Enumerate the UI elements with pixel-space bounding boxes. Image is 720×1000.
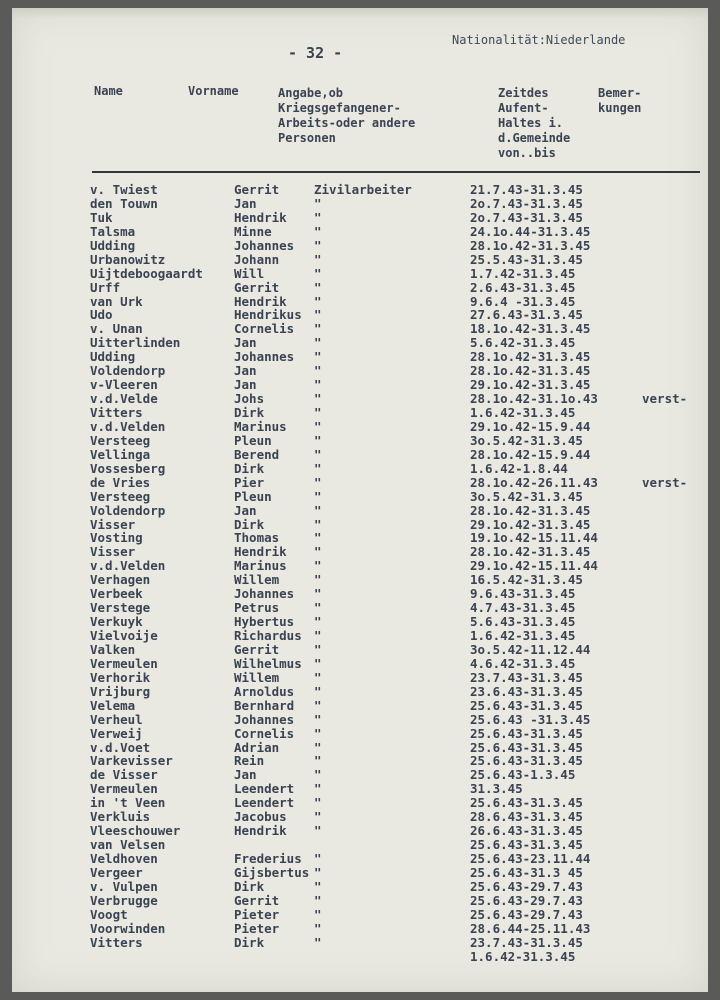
row-vorname: Jan [234,767,257,783]
table-row [12,322,708,336]
table-row [12,545,708,559]
row-angabe: " [314,418,322,434]
row-angabe: " [314,474,322,490]
row-zeitdauer: 25.6.43-31.3.45 [470,697,583,713]
table-row [12,531,708,545]
row-name: Vitters [90,934,143,950]
table-row [12,420,708,434]
row-zeitdauer: 29.1o.42-15.11.44 [470,558,598,574]
row-vorname: Hybertus [234,614,295,630]
row-name: Voldendorp [90,502,166,518]
row-angabe: " [314,460,322,476]
table-row [12,741,708,755]
row-angabe: " [314,195,322,211]
row-angabe: " [314,251,322,267]
row-name: Vergeer [90,864,143,880]
table-row [12,880,708,894]
row-vorname: Dirk [234,516,265,532]
table-row [12,281,708,295]
row-name: Voorwinden [90,920,166,936]
row-name: v.d.Voet [90,739,151,755]
row-name: Talsma [90,223,136,239]
row-angabe: " [314,864,322,880]
row-name: Varkevisser [90,753,173,769]
row-angabe: " [314,265,322,281]
row-vorname: Jan [234,335,257,351]
row-zeitdauer: 29.1o.42-31.3.45 [470,377,591,393]
row-vorname: Jacobus [234,809,287,825]
row-name: v. Vulpen [90,878,158,894]
row-zeitdauer: 2o.7.43-31.3.45 [470,195,583,211]
row-name: Urff [90,279,121,295]
table-row [12,727,708,741]
row-vorname: Johannes [234,237,295,253]
row-zeitdauer: 5.6.43-31.3.45 [470,614,576,630]
row-name: v.d.Velde [90,391,158,407]
table-row [12,894,708,908]
table-row [12,350,708,364]
row-angabe: " [314,391,322,407]
table-row [12,601,708,615]
row-vorname: Adrian [234,739,280,755]
row-name: in 't Veen [90,795,166,811]
table-row [12,211,708,225]
row-vorname: Hendrikus [234,307,302,323]
row-vorname: Jan [234,502,257,518]
row-vorname: Pieter [234,906,280,922]
row-name: Uijtdeboogaardt [90,265,203,281]
table-row [12,518,708,532]
row-zeitdauer: 28.1o.42-31.1o.43 [470,391,598,407]
row-angabe: " [314,349,322,365]
row-vorname: Cornelis [234,321,295,337]
row-vorname: Will [234,265,265,281]
row-name: Visser [90,544,136,560]
table-row [12,364,708,378]
row-zeitdauer: 4.7.43-31.3.45 [470,600,576,616]
row-name: Verkluis [90,809,151,825]
row-angabe: " [314,920,322,936]
row-zeitdauer: 28.1o.42-31.3.45 [470,349,591,365]
row-zeitdauer: 9.6.4 -31.3.45 [470,293,576,309]
row-angabe: " [314,906,322,922]
row-vorname: Pieter [234,920,280,936]
table-row [12,225,708,239]
table-row [12,406,708,420]
row-zeitdauer: 25.6.43-31.3.45 [470,753,583,769]
row-zeitdauer: 25.6.43-29.7.43 [470,906,583,922]
row-vorname: Petrus [234,600,280,616]
row-name: den Touwn [90,195,158,211]
row-vorname: Hendrik [234,293,287,309]
row-angabe: " [314,823,322,839]
row-angabe: " [314,725,322,741]
row-angabe: " [314,279,322,295]
row-angabe: " [314,405,322,420]
row-vorname: Gerrit [234,641,280,657]
row-vorname: Pleun [234,432,272,448]
row-zeitdauer: 1.6.42-1.8.44 [470,460,568,476]
row-zeitdauer: 28.6.43-31.3.45 [470,809,583,825]
row-angabe: " [314,809,322,825]
row-angabe: " [314,363,322,379]
row-zeitdauer: 1.6.42-31.3.45 [470,948,576,964]
row-zeitdauer: 25.6.43-1.3.45 [470,767,576,783]
row-zeitdauer: 28.1o.42-31.3.45 [470,544,591,560]
table-row [12,768,708,782]
row-vorname: Gijsbertus [234,864,310,880]
table-row [12,643,708,657]
table-row [12,559,708,573]
row-zeitdauer: 31.3.45 [470,781,523,797]
row-vorname: Jan [234,195,257,211]
row-zeitdauer: 3o.5.42-31.3.45 [470,432,583,448]
table-row [12,908,708,922]
row-name: van Velsen [90,837,166,853]
row-vorname: Pier [234,474,265,490]
table-row [12,671,708,685]
row-vorname: Willem [234,669,280,685]
row-angabe: " [314,502,322,518]
row-zeitdauer: 1.7.42-31.3.45 [470,265,576,281]
row-vorname: Leendert [234,795,295,811]
row-vorname: Johs [234,391,265,407]
row-name: Vleeschouwer [90,823,181,839]
row-vorname: Frederius [234,851,302,866]
row-angabe: " [314,293,322,309]
table-row [12,866,708,880]
document-page [12,8,708,992]
row-vorname: Willem [234,572,280,588]
row-zeitdauer: 25.6.43-31.3.45 [470,795,583,811]
row-angabe: " [314,683,322,699]
row-name: v.d.Velden [90,418,166,434]
row-vorname: Gerrit [234,279,280,295]
row-zeitdauer: 23.7.43-31.3.45 [470,669,583,685]
row-name: Verhagen [90,572,151,588]
table-row [12,573,708,587]
row-zeitdauer: 25.6.43-31.3 45 [470,864,583,880]
row-angabe: " [314,321,322,337]
row-angabe: " [314,878,322,894]
row-angabe: " [314,739,322,755]
table-row [12,936,708,950]
row-zeitdauer: 21.7.43-31.3.45 [470,182,583,197]
row-name: Versteeg [90,432,151,448]
row-angabe: " [314,516,322,532]
row-name: v-Vleeren [90,377,158,393]
row-angabe: " [314,669,322,685]
row-angabe: " [314,641,322,657]
row-name: Udding [90,237,136,253]
row-angabe: " [314,237,322,253]
row-vorname: Hendrik [234,544,287,560]
row-zeitdauer: 3o.5.42-11.12.44 [470,641,591,657]
row-zeitdauer: 1.6.42-31.3.45 [470,405,576,420]
row-zeitdauer: 28.1o.42-15.9.44 [470,446,591,462]
row-vorname: Bernhard [234,697,295,713]
row-vorname: Minne [234,223,272,239]
table-row [12,253,708,267]
row-zeitdauer: 9.6.43-31.3.45 [470,586,576,602]
row-vorname: Jan [234,363,257,379]
row-name: Verkuyk [90,614,143,630]
table-row [12,950,708,964]
table-row [12,308,708,322]
row-zeitdauer: 23.6.43-31.3.45 [470,683,583,699]
table-row [12,490,708,504]
row-angabe: " [314,572,322,588]
header-angabe: Angabe,ob Kriegsgefangener- Arbeits-oder andere Personen [278,86,416,145]
row-name: de Visser [90,767,158,783]
row-vorname: Dirk [234,934,265,950]
row-zeitdauer: 25.5.43-31.3.45 [470,251,583,267]
row-zeitdauer: 29.1o.42-15.9.44 [470,418,591,434]
row-angabe: " [314,851,322,866]
row-angabe: " [314,655,322,671]
row-name: v.d.Velden [90,558,166,574]
header-bemerkungen: Bemer- kungen [598,86,642,115]
table-row [12,434,708,448]
row-name: v. Unan [90,321,143,337]
row-angabe: " [314,335,322,351]
row-zeitdauer: 25.6.43-29.7.43 [470,878,583,894]
row-vorname: Arnoldus [234,683,295,699]
row-angabe: Zivilarbeiter [314,182,412,197]
row-angabe: " [314,432,322,448]
row-name: Vosting [90,530,143,546]
row-vorname: Richardus [234,628,302,643]
row-name: Tuk [90,209,113,225]
table-row [12,448,708,462]
row-name: Velema [90,697,136,713]
row-vorname: Dirk [234,460,265,476]
row-zeitdauer: 25.6.43-31.3.45 [470,739,583,755]
table-row [12,197,708,211]
row-name: Urbanowitz [90,251,166,267]
row-vorname: Pleun [234,488,272,504]
row-vorname: Johannes [234,349,295,365]
row-vorname: Dirk [234,878,265,894]
row-vorname: Marinus [234,558,287,574]
row-zeitdauer: 2.6.43-31.3.45 [470,279,576,295]
row-zeitdauer: 27.6.43-31.3.45 [470,307,583,323]
row-name: de Vries [90,474,151,490]
row-name: Vrijburg [90,683,151,699]
row-vorname: Gerrit [234,182,280,197]
row-name: Vermeulen [90,655,158,671]
table-row [12,796,708,810]
row-name: Verheul [90,711,143,727]
row-vorname: Johannes [234,586,295,602]
table-row [12,810,708,824]
row-name: Verweij [90,725,143,741]
row-name: Verstege [90,600,151,616]
row-zeitdauer: 2o.7.43-31.3.45 [470,209,583,225]
row-angabe: " [314,488,322,504]
row-zeitdauer: 23.7.43-31.3.45 [470,934,583,950]
row-name: Udo [90,307,113,323]
row-name: Verbrugge [90,892,158,908]
table-row [12,615,708,629]
table-row [12,699,708,713]
row-zeitdauer: 25.6.43-29.7.43 [470,892,583,908]
table-row [12,336,708,350]
row-angabe: " [314,307,322,323]
table-row [12,922,708,936]
row-name: Valken [90,641,136,657]
table-row [12,713,708,727]
table-row [12,267,708,281]
table-row [12,587,708,601]
row-zeitdauer: 24.1o.44-31.3.45 [470,223,591,239]
row-zeitdauer: 3o.5.42-31.3.45 [470,488,583,504]
row-name: v. Twiest [90,182,158,197]
row-angabe: " [314,753,322,769]
row-name: Voogt [90,906,128,922]
row-zeitdauer: 25.6.43-31.3.45 [470,725,583,741]
row-angabe: " [314,223,322,239]
header-zeitdauer: Zeitdes Aufent- Haltes i. d.Gemeinde von..bis [498,86,571,160]
row-vorname: Marinus [234,418,287,434]
table-row [12,476,708,490]
row-angabe: " [314,377,322,393]
row-angabe: " [314,892,322,908]
row-zeitdauer: 26.6.43-31.3.45 [470,823,583,839]
row-angabe: " [314,209,322,225]
row-name: Vitters [90,405,143,420]
table-row [12,378,708,392]
table-row [12,657,708,671]
row-vorname: Rein [234,753,265,769]
row-name: Vermeulen [90,781,158,797]
row-zeitdauer: 25.6.43 -31.3.45 [470,711,591,727]
table-row [12,782,708,796]
header-name: Name [94,84,123,98]
row-zeitdauer: 5.6.42-31.3.45 [470,335,576,351]
nationality-label: Nationalität:Niederlande [452,33,626,47]
row-angabe: " [314,614,322,630]
row-vorname: Cornelis [234,725,295,741]
table-row [12,239,708,253]
row-name: Versteeg [90,488,151,504]
row-vorname: Gerrit [234,892,280,908]
row-zeitdauer: 1.6.42-31.3.45 [470,628,576,643]
row-vorname: Johannes [234,711,295,727]
row-vorname: Hendrik [234,209,287,225]
row-zeitdauer: 25.6.43-31.3.45 [470,837,583,853]
row-zeitdauer: 28.1o.42-31.3.45 [470,363,591,379]
row-angabe: " [314,628,322,643]
row-name: Visser [90,516,136,532]
header-vorname: Vorname [188,84,239,98]
row-angabe: " [314,934,322,950]
table-row [12,685,708,699]
page-number: - 32 - [288,44,343,62]
row-angabe: " [314,600,322,616]
row-angabe: " [314,795,322,811]
row-name: Verhorik [90,669,151,685]
row-vorname: Wilhelmus [234,655,302,671]
row-angabe: " [314,530,322,546]
row-angabe: " [314,711,322,727]
row-angabe: " [314,586,322,602]
row-name: Vielvoije [90,628,158,643]
row-name: Vellinga [90,446,151,462]
row-name: Verbeek [90,586,143,602]
row-name: Udding [90,349,136,365]
row-vorname: Johann [234,251,280,267]
table-row [12,852,708,866]
row-zeitdauer: 16.5.42-31.3.45 [470,572,583,588]
table-row [12,838,708,852]
row-name: Vossesberg [90,460,166,476]
row-vorname: Jan [234,377,257,393]
row-vorname: Dirk [234,405,265,420]
row-vorname: Thomas [234,530,280,546]
row-name: Uitterlinden [90,335,181,351]
table-row [12,824,708,838]
row-angabe: " [314,781,322,797]
row-vorname: Berend [234,446,280,462]
table-row [12,754,708,768]
row-zeitdauer: 29.1o.42-31.3.45 [470,516,591,532]
row-name: Veldhoven [90,851,158,866]
header-rule [92,171,700,173]
row-angabe: " [314,767,322,783]
table-row [12,629,708,643]
row-angabe: " [314,544,322,560]
row-zeitdauer: 18.1o.42-31.3.45 [470,321,591,337]
row-name: van Urk [90,293,143,309]
table-row [12,504,708,518]
row-vorname: Leendert [234,781,295,797]
table-row [12,183,708,197]
row-zeitdauer: 28.1o.42-31.3.45 [470,237,591,253]
row-angabe: " [314,558,322,574]
row-bemerkung: verst- [642,391,688,407]
register-rows [12,183,708,964]
row-zeitdauer: 19.1o.42-15.11.44 [470,530,598,546]
table-row [12,462,708,476]
row-zeitdauer: 28.1o.42-31.3.45 [470,502,591,518]
row-angabe: " [314,446,322,462]
row-angabe: " [314,697,322,713]
table-row [12,392,708,406]
row-bemerkung: verst- [642,474,688,490]
table-row [12,295,708,309]
row-name: Voldendorp [90,363,166,379]
row-vorname: Hendrik [234,823,287,839]
row-zeitdauer: 28.1o.42-26.11.43 [470,474,598,490]
row-zeitdauer: 25.6.43-23.11.44 [470,851,591,866]
row-zeitdauer: 28.6.44-25.11.43 [470,920,591,936]
row-zeitdauer: 4.6.42-31.3.45 [470,655,576,671]
